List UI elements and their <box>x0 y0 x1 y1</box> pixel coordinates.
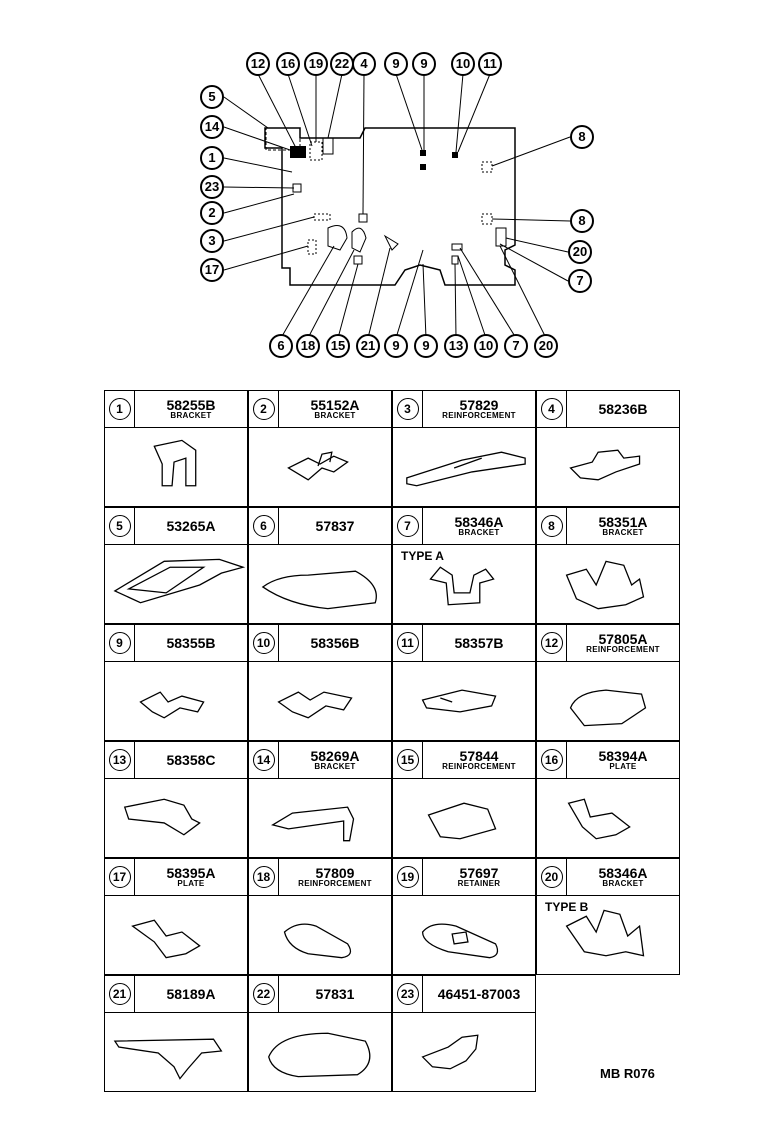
part-code: 58189A <box>166 986 216 1002</box>
part-number-badge: 17 <box>105 859 135 895</box>
part-number-badge: 8 <box>537 508 567 544</box>
callout: 7 <box>504 334 528 358</box>
callout: 8 <box>570 125 594 149</box>
part-code: 58236B <box>598 401 648 417</box>
part-header <box>249 976 391 1013</box>
part-cell <box>536 507 680 624</box>
part-code: 58356B <box>310 635 360 651</box>
part-description: REINFORCEMENT <box>298 879 372 888</box>
callout: 9 <box>412 52 436 76</box>
part-drawing <box>105 1013 247 1091</box>
part-number-badge: 12 <box>537 625 567 661</box>
part-code: 58394A <box>598 748 648 764</box>
part-illustration <box>249 896 391 974</box>
part-drawing <box>537 896 679 974</box>
part-drawing <box>537 662 679 740</box>
part-number-badge: 18 <box>249 859 279 895</box>
part-description: REINFORCEMENT <box>442 411 516 420</box>
part-description: PLATE <box>177 879 205 888</box>
part-cell <box>104 507 248 624</box>
part-number-badge: 3 <box>393 391 423 427</box>
part-header <box>393 976 535 1013</box>
part-number-badge: 9 <box>105 625 135 661</box>
part-header <box>537 625 679 662</box>
part-drawing <box>537 779 679 857</box>
part-info <box>423 866 535 888</box>
part-illustration <box>249 1013 391 1091</box>
diagram-code: MB R076 <box>600 1066 655 1081</box>
part-info <box>279 987 391 1001</box>
callout-layer <box>0 0 760 380</box>
part-info <box>135 987 247 1001</box>
part-cell <box>392 624 536 741</box>
part-number-badge: 5 <box>105 508 135 544</box>
part-code: 58255B <box>166 397 216 413</box>
part-drawing <box>393 779 535 857</box>
part-number-badge: 10 <box>249 625 279 661</box>
callout: 20 <box>534 334 558 358</box>
part-code: 58346A <box>598 865 648 881</box>
part-number-badge: 2 <box>249 391 279 427</box>
callout: 21 <box>356 334 380 358</box>
part-info <box>423 398 535 420</box>
part-number-badge: 11 <box>393 625 423 661</box>
part-cell <box>536 624 680 741</box>
part-header <box>249 391 391 428</box>
callout: 4 <box>352 52 376 76</box>
part-illustration <box>249 662 391 740</box>
callout: 7 <box>568 269 592 293</box>
part-drawing <box>393 428 535 506</box>
part-code: 55152A <box>310 397 360 413</box>
part-info <box>279 519 391 533</box>
part-illustration <box>393 428 535 506</box>
part-illustration <box>105 896 247 974</box>
part-info <box>567 632 679 654</box>
part-code: 57809 <box>315 865 355 881</box>
part-drawing <box>249 545 391 623</box>
part-cell <box>536 858 680 975</box>
part-code: 58395A <box>166 865 216 881</box>
part-cell <box>248 858 392 975</box>
part-drawing <box>249 662 391 740</box>
part-drawing <box>105 896 247 974</box>
callout: 10 <box>451 52 475 76</box>
part-cell <box>248 741 392 858</box>
parts-table <box>104 390 680 1092</box>
callout: 20 <box>568 240 592 264</box>
callout: 16 <box>276 52 300 76</box>
callout: 13 <box>444 334 468 358</box>
part-info <box>135 636 247 650</box>
part-code: 57844 <box>459 748 499 764</box>
part-description: BRACKET <box>602 879 644 888</box>
part-cell <box>248 507 392 624</box>
callout: 10 <box>474 334 498 358</box>
part-header <box>537 508 679 545</box>
part-illustration <box>105 428 247 506</box>
part-illustration <box>393 1013 535 1091</box>
part-illustration <box>105 545 247 623</box>
part-code: 57831 <box>315 986 355 1002</box>
part-header <box>105 508 247 545</box>
part-header <box>105 625 247 662</box>
part-header <box>393 508 535 545</box>
part-illustration <box>249 779 391 857</box>
part-info <box>279 636 391 650</box>
part-drawing <box>537 545 679 623</box>
part-number-badge: 1 <box>105 391 135 427</box>
part-drawing <box>393 545 535 623</box>
part-cell <box>104 858 248 975</box>
part-header <box>537 742 679 779</box>
part-info <box>135 753 247 767</box>
part-code: 58346A <box>454 514 504 530</box>
part-header <box>249 859 391 896</box>
part-drawing <box>249 779 391 857</box>
callout: 1 <box>200 146 224 170</box>
part-header <box>249 742 391 779</box>
part-illustration <box>537 428 679 506</box>
part-info <box>279 398 391 420</box>
part-drawing <box>249 428 391 506</box>
callout: 9 <box>384 334 408 358</box>
part-cell <box>248 390 392 507</box>
part-info <box>135 398 247 420</box>
callout: 17 <box>200 258 224 282</box>
part-number-badge: 4 <box>537 391 567 427</box>
callout: 19 <box>304 52 328 76</box>
part-description: BRACKET <box>602 528 644 537</box>
part-type-label: TYPE B <box>545 900 589 914</box>
part-cell <box>392 390 536 507</box>
part-description: BRACKET <box>458 528 500 537</box>
part-number-badge: 14 <box>249 742 279 778</box>
part-header <box>105 742 247 779</box>
part-illustration <box>249 545 391 623</box>
part-drawing <box>105 779 247 857</box>
part-info <box>423 987 535 1001</box>
callout: 18 <box>296 334 320 358</box>
part-number-badge: 23 <box>393 976 423 1012</box>
part-info <box>279 866 391 888</box>
callout: 9 <box>384 52 408 76</box>
part-number-badge: 13 <box>105 742 135 778</box>
part-info <box>567 749 679 771</box>
part-cell <box>104 975 248 1092</box>
part-illustration <box>105 779 247 857</box>
part-illustration <box>537 779 679 857</box>
part-info <box>423 636 535 650</box>
part-code: 58355B <box>166 635 216 651</box>
part-illustration <box>105 1013 247 1091</box>
part-header <box>537 859 679 896</box>
part-illustration <box>105 662 247 740</box>
part-number-badge: 20 <box>537 859 567 895</box>
callout: 15 <box>326 334 350 358</box>
callout: 22 <box>330 52 354 76</box>
part-code: 58269A <box>310 748 360 764</box>
part-number-badge: 15 <box>393 742 423 778</box>
part-illustration <box>393 896 535 974</box>
part-header <box>393 859 535 896</box>
part-drawing <box>537 428 679 506</box>
part-info <box>135 519 247 533</box>
part-info <box>567 515 679 537</box>
callout: 5 <box>200 85 224 109</box>
part-drawing <box>249 896 391 974</box>
part-cell <box>392 975 536 1092</box>
part-header <box>393 742 535 779</box>
part-drawing <box>105 428 247 506</box>
part-header <box>393 625 535 662</box>
part-number-badge: 19 <box>393 859 423 895</box>
part-cell <box>392 507 536 624</box>
callout: 3 <box>200 229 224 253</box>
part-description: BRACKET <box>314 762 356 771</box>
part-cell <box>248 624 392 741</box>
part-illustration <box>393 545 535 623</box>
part-cell <box>248 975 392 1092</box>
part-cell <box>392 858 536 975</box>
part-cell <box>104 741 248 858</box>
part-info <box>423 749 535 771</box>
part-illustration <box>249 428 391 506</box>
part-info <box>567 402 679 416</box>
part-code: 57837 <box>315 518 355 534</box>
part-illustration <box>393 779 535 857</box>
part-cell <box>104 390 248 507</box>
part-description: REINFORCEMENT <box>586 645 660 654</box>
callout: 2 <box>200 201 224 225</box>
part-info <box>279 749 391 771</box>
part-number-badge: 7 <box>393 508 423 544</box>
part-code: 58357B <box>454 635 504 651</box>
part-code: 57829 <box>459 397 499 413</box>
part-header <box>105 976 247 1013</box>
part-cell <box>104 624 248 741</box>
part-drawing <box>393 1013 535 1091</box>
part-header <box>393 391 535 428</box>
callout: 9 <box>414 334 438 358</box>
part-number-badge: 22 <box>249 976 279 1012</box>
part-description: REINFORCEMENT <box>442 762 516 771</box>
part-number-badge: 21 <box>105 976 135 1012</box>
part-info <box>135 866 247 888</box>
part-info <box>423 515 535 537</box>
part-drawing <box>105 662 247 740</box>
part-header <box>249 625 391 662</box>
part-illustration <box>537 545 679 623</box>
callout: 8 <box>570 209 594 233</box>
part-header <box>249 508 391 545</box>
part-drawing <box>105 545 247 623</box>
part-code: 58358C <box>166 752 216 768</box>
part-code: 53265A <box>166 518 216 534</box>
part-header <box>537 391 679 428</box>
part-number-badge: 6 <box>249 508 279 544</box>
part-number-badge: 16 <box>537 742 567 778</box>
part-description: BRACKET <box>170 411 212 420</box>
part-drawing <box>393 896 535 974</box>
part-info <box>567 866 679 888</box>
part-cell <box>392 741 536 858</box>
part-code: 57805A <box>598 631 648 647</box>
part-code: 46451-87003 <box>437 986 521 1002</box>
part-cell <box>536 390 680 507</box>
part-code: 58351A <box>598 514 648 530</box>
part-illustration <box>537 662 679 740</box>
part-code: 57697 <box>459 865 499 881</box>
part-header <box>105 859 247 896</box>
callout: 12 <box>246 52 270 76</box>
part-cell <box>536 741 680 858</box>
part-drawing <box>249 1013 391 1091</box>
part-type-label: TYPE A <box>401 549 444 563</box>
part-description: BRACKET <box>314 411 356 420</box>
callout: 14 <box>200 115 224 139</box>
part-drawing <box>393 662 535 740</box>
callout: 6 <box>269 334 293 358</box>
part-illustration <box>537 896 679 974</box>
part-header <box>105 391 247 428</box>
part-description: RETAINER <box>457 879 501 888</box>
callout: 23 <box>200 175 224 199</box>
part-description: PLATE <box>609 762 637 771</box>
part-illustration <box>393 662 535 740</box>
callout: 11 <box>478 52 502 76</box>
